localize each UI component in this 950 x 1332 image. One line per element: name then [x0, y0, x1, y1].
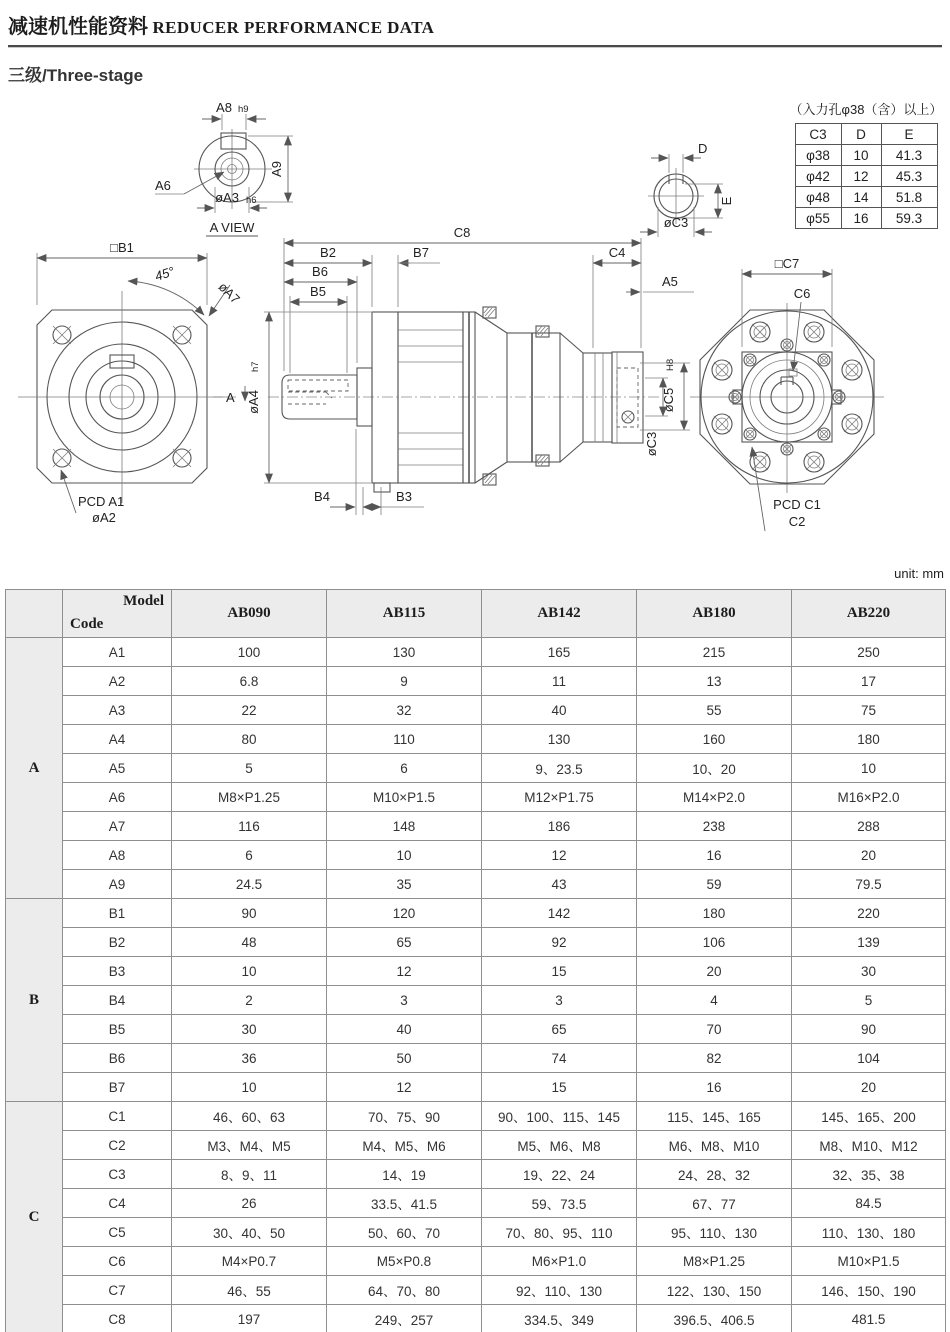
dim-label-c8: C8 [453, 225, 471, 240]
mini-cell: 10 [841, 145, 881, 166]
value-cell: M4×P0.7 [172, 1247, 327, 1276]
value-cell: 20 [792, 1073, 946, 1102]
page-title [8, 10, 942, 39]
value-cell: 80 [172, 725, 327, 754]
dim-label-a3: øA3 [215, 190, 239, 205]
value-cell: 90、100、115、145 [482, 1102, 637, 1131]
code-cell: C2 [63, 1131, 172, 1160]
table-row-c1 [6, 1102, 946, 1131]
table-row-a1 [6, 638, 946, 667]
input-bore-section [640, 141, 734, 237]
dim-label-pcd-a1: PCD A1 [78, 494, 125, 509]
mini-cell: 45.3 [881, 166, 937, 187]
value-cell: 70、80、95、110 [482, 1218, 637, 1247]
code-cell: B2 [63, 928, 172, 957]
value-cell: 160 [637, 725, 792, 754]
model-code-corner-cell [63, 590, 172, 638]
value-cell: M3、M4、M5 [172, 1131, 327, 1160]
dim-label-c4: C4 [608, 245, 626, 260]
table-row-a7 [6, 812, 946, 841]
value-cell: 396.5、406.5 [637, 1305, 792, 1332]
value-cell: 110、130、180 [792, 1218, 946, 1247]
section-label-a: A [226, 390, 235, 405]
table-row-c5 [6, 1218, 946, 1247]
value-cell: 122、130、150 [637, 1276, 792, 1305]
value-cell: 215 [637, 638, 792, 667]
dim-label-c7: □C7 [774, 256, 800, 271]
mini-table-row [795, 187, 937, 208]
value-cell: 15 [482, 1073, 637, 1102]
value-cell: M6×P1.0 [482, 1247, 637, 1276]
table-row-c7 [6, 1276, 946, 1305]
model-header-ab142: AB142 [482, 590, 637, 638]
value-cell: 130 [327, 638, 482, 667]
value-cell: 92 [482, 928, 637, 957]
model-header-ab090: AB090 [172, 590, 327, 638]
front-view [18, 240, 245, 525]
value-cell: 84.5 [792, 1189, 946, 1218]
table-row-a9 [6, 870, 946, 899]
code-cell: A2 [63, 667, 172, 696]
input-housing [583, 353, 612, 442]
code-cell: C8 [63, 1305, 172, 1332]
stage-subtitle: 三级/Three-stage [8, 66, 144, 85]
mini-cell: φ38 [795, 145, 841, 166]
value-cell: 8、9、11 [172, 1160, 327, 1189]
value-cell: 70 [637, 1015, 792, 1044]
dimension-table-body [6, 638, 946, 1332]
value-cell: 2 [172, 986, 327, 1015]
value-cell: M5×P0.8 [327, 1247, 482, 1276]
value-cell: 6 [327, 754, 482, 783]
value-cell: 142 [482, 899, 637, 928]
value-cell: 40 [327, 1015, 482, 1044]
value-cell: 100 [172, 638, 327, 667]
value-cell: M8×P1.25 [637, 1247, 792, 1276]
dim-label-b6: B6 [312, 264, 328, 279]
table-row-b7 [6, 1073, 946, 1102]
value-cell: 74 [482, 1044, 637, 1073]
value-cell: 75 [792, 696, 946, 725]
dim-label-side-c3: øC3 [644, 431, 659, 457]
value-cell: 59 [637, 870, 792, 899]
table-row-a4 [6, 725, 946, 754]
value-cell: 12 [327, 957, 482, 986]
value-cell: 65 [327, 928, 482, 957]
value-cell: 33.5、41.5 [327, 1189, 482, 1218]
input-bore-table-caption: （入力孔φ38（含）以上） [789, 102, 943, 117]
dim-label-a6: A6 [155, 178, 171, 193]
value-cell: 4 [637, 986, 792, 1015]
table-row-a2 [6, 667, 946, 696]
dim-label-b3: B3 [396, 489, 412, 504]
corner-code-label: Code [70, 616, 104, 632]
value-cell: 139 [792, 928, 946, 957]
value-cell: M8×P1.25 [172, 783, 327, 812]
value-cell: 9 [327, 667, 482, 696]
value-cell: 36 [172, 1044, 327, 1073]
value-cell: 481.5 [792, 1305, 946, 1332]
dim-label-a2: øA2 [92, 510, 116, 525]
value-cell: 20 [637, 957, 792, 986]
dim-label-e: E [719, 196, 734, 206]
value-cell: 46、55 [172, 1276, 327, 1305]
value-cell: 145、165、200 [792, 1102, 946, 1131]
value-cell: 92、110、130 [482, 1276, 637, 1305]
value-cell: M8、M10、M12 [792, 1131, 946, 1160]
dim-label-c6: C6 [793, 286, 811, 301]
code-cell: C1 [63, 1102, 172, 1131]
value-cell: M16×P2.0 [792, 783, 946, 812]
value-cell: 3 [327, 986, 482, 1015]
value-cell: 148 [327, 812, 482, 841]
table-row-b2 [6, 928, 946, 957]
value-cell: 26 [172, 1189, 327, 1218]
a-view-caption: A VIEW [209, 220, 255, 235]
group-header-cell [6, 590, 63, 638]
table-header-row [6, 590, 946, 638]
table-row-a6 [6, 783, 946, 812]
table-row-c4 [6, 1189, 946, 1218]
model-header-ab180: AB180 [637, 590, 792, 638]
dim-tol-c5: H8 [665, 358, 676, 371]
value-cell: 30、40、50 [172, 1218, 327, 1247]
mini-cell: φ48 [795, 187, 841, 208]
value-cell: 32、35、38 [792, 1160, 946, 1189]
value-cell: 43 [482, 870, 637, 899]
value-cell: 15 [482, 957, 637, 986]
code-cell: B1 [63, 899, 172, 928]
value-cell: 115、145、165 [637, 1102, 792, 1131]
code-cell: A9 [63, 870, 172, 899]
value-cell: 59、73.5 [482, 1189, 637, 1218]
page-header [0, 0, 950, 86]
table-row-b5 [6, 1015, 946, 1044]
value-cell: 6 [172, 841, 327, 870]
table-row-b1 [6, 899, 946, 928]
mini-cell: φ55 [795, 208, 841, 229]
value-cell: 146、150、190 [792, 1276, 946, 1305]
mini-header-d: D [841, 124, 881, 145]
model-header-ab115: AB115 [327, 590, 482, 638]
value-cell: 6.8 [172, 667, 327, 696]
value-cell: 55 [637, 696, 792, 725]
code-cell: C7 [63, 1276, 172, 1305]
value-cell: 250 [792, 638, 946, 667]
value-cell: 24、28、32 [637, 1160, 792, 1189]
side-view [246, 225, 694, 515]
value-cell: 19、22、24 [482, 1160, 637, 1189]
dim-tol-a3: h6 [246, 195, 257, 206]
title-divider [8, 45, 942, 48]
value-cell: 288 [792, 812, 946, 841]
mini-header-e: E [881, 124, 937, 145]
mounting-flange [372, 312, 398, 483]
value-cell: 79.5 [792, 870, 946, 899]
gear-housing [398, 312, 463, 483]
value-cell: 16 [637, 841, 792, 870]
value-cell: 5 [792, 986, 946, 1015]
mini-cell: 16 [841, 208, 881, 229]
group-label-c: C [6, 1102, 63, 1332]
mini-cell: 41.3 [881, 145, 937, 166]
code-cell: C3 [63, 1160, 172, 1189]
dim-label-a4: øA4 [246, 390, 261, 414]
value-cell: 35 [327, 870, 482, 899]
value-cell: 165 [482, 638, 637, 667]
mini-table-row [795, 145, 937, 166]
code-cell: A6 [63, 783, 172, 812]
title-chinese: 减速机性能资料 [8, 16, 148, 38]
table-row-a5 [6, 754, 946, 783]
value-cell: 180 [637, 899, 792, 928]
code-cell: A7 [63, 812, 172, 841]
group-label-a: A [6, 638, 63, 899]
table-row-c8 [6, 1305, 946, 1332]
dim-label-45deg: 45° [152, 263, 177, 284]
code-cell: C6 [63, 1247, 172, 1276]
table-row-c2 [6, 1131, 946, 1160]
mini-cell: 51.8 [881, 187, 937, 208]
dim-tol-a8: h9 [238, 104, 249, 115]
dim-label-a5: A5 [662, 274, 678, 289]
value-cell: 5 [172, 754, 327, 783]
code-cell: A8 [63, 841, 172, 870]
dim-label-b2: B2 [320, 245, 336, 260]
value-cell: 95、110、130 [637, 1218, 792, 1247]
table-row-b4 [6, 986, 946, 1015]
value-cell: 186 [482, 812, 637, 841]
value-cell: 220 [792, 899, 946, 928]
value-cell: 32 [327, 696, 482, 725]
input-bore-table [788, 99, 944, 229]
value-cell: 70、75、90 [327, 1102, 482, 1131]
dim-label-b7: B7 [413, 245, 429, 260]
value-cell: 12 [327, 1073, 482, 1102]
value-cell: M5、M6、M8 [482, 1131, 637, 1160]
rear-view [690, 256, 884, 531]
value-cell: 90 [792, 1015, 946, 1044]
code-cell: A1 [63, 638, 172, 667]
group-label-b: B [6, 899, 63, 1102]
value-cell: 22 [172, 696, 327, 725]
value-cell: 10 [792, 754, 946, 783]
dim-label-b1: □B1 [110, 240, 134, 255]
value-cell: 9、23.5 [482, 754, 637, 783]
value-cell: 50 [327, 1044, 482, 1073]
value-cell: 116 [172, 812, 327, 841]
value-cell: M12×P1.75 [482, 783, 637, 812]
code-cell: A5 [63, 754, 172, 783]
code-cell: B3 [63, 957, 172, 986]
dim-label-a7: øA7 [215, 279, 243, 307]
value-cell: 10、20 [637, 754, 792, 783]
value-cell: 238 [637, 812, 792, 841]
dim-label-section-c3: øC3 [663, 215, 689, 230]
value-cell: 110 [327, 725, 482, 754]
value-cell: 82 [637, 1044, 792, 1073]
value-cell: 17 [792, 667, 946, 696]
value-cell: 10 [327, 841, 482, 870]
value-cell: 30 [792, 957, 946, 986]
code-cell: B6 [63, 1044, 172, 1073]
dim-label-c2: C2 [788, 514, 806, 529]
model-header-ab220: AB220 [792, 590, 946, 638]
value-cell: 14、19 [327, 1160, 482, 1189]
a-view-detail [155, 100, 293, 236]
value-cell: 64、70、80 [327, 1276, 482, 1305]
value-cell: 10 [172, 957, 327, 986]
table-row-c3 [6, 1160, 946, 1189]
value-cell: 20 [792, 841, 946, 870]
dim-label-pcd-c1: PCD C1 [773, 497, 821, 512]
value-cell: 24.5 [172, 870, 327, 899]
corner-model-label: Model [123, 593, 164, 609]
value-cell: M6、M8、M10 [637, 1131, 792, 1160]
mini-cell: 59.3 [881, 208, 937, 229]
dim-label-d: D [698, 141, 708, 156]
code-cell: A4 [63, 725, 172, 754]
mini-header-c3: C3 [795, 124, 841, 145]
value-cell: M4、M5、M6 [327, 1131, 482, 1160]
value-cell: 334.5、349 [482, 1305, 637, 1332]
unit-label: unit: mm [894, 566, 944, 581]
value-cell: 104 [792, 1044, 946, 1073]
mini-table-row [795, 166, 937, 187]
code-cell: B7 [63, 1073, 172, 1102]
dimension-table [5, 589, 946, 1332]
table-row-a3 [6, 696, 946, 725]
value-cell: 46、60、63 [172, 1102, 327, 1131]
value-cell: 30 [172, 1015, 327, 1044]
value-cell: M10×P1.5 [327, 783, 482, 812]
value-cell: 65 [482, 1015, 637, 1044]
dim-label-b4: B4 [314, 489, 330, 504]
code-cell: C4 [63, 1189, 172, 1218]
value-cell: 120 [327, 899, 482, 928]
dim-label-a8: A8 [216, 100, 232, 115]
value-cell: 40 [482, 696, 637, 725]
value-cell: M10×P1.5 [792, 1247, 946, 1276]
table-row-b3 [6, 957, 946, 986]
value-cell: 13 [637, 667, 792, 696]
table-row-b6 [6, 1044, 946, 1073]
code-cell: B5 [63, 1015, 172, 1044]
value-cell: 249、257 [327, 1305, 482, 1332]
value-cell: 130 [482, 725, 637, 754]
value-cell: 67、77 [637, 1189, 792, 1218]
value-cell: 50、60、70 [327, 1218, 482, 1247]
value-cell: 10 [172, 1073, 327, 1102]
value-cell: 90 [172, 899, 327, 928]
value-cell: 197 [172, 1305, 327, 1332]
dim-label-a9: A9 [269, 161, 284, 177]
mini-cell: 12 [841, 166, 881, 187]
dim-tol-a4: h7 [250, 361, 261, 372]
mini-cell: 14 [841, 187, 881, 208]
value-cell: M14×P2.0 [637, 783, 792, 812]
value-cell: 11 [482, 667, 637, 696]
value-cell: 48 [172, 928, 327, 957]
table-row-a8 [6, 841, 946, 870]
technical-drawing [0, 95, 950, 565]
value-cell: 180 [792, 725, 946, 754]
mini-table-row [795, 208, 937, 229]
value-cell: 16 [637, 1073, 792, 1102]
code-cell: B4 [63, 986, 172, 1015]
code-cell: A3 [63, 696, 172, 725]
mini-cell: φ42 [795, 166, 841, 187]
value-cell: 3 [482, 986, 637, 1015]
dim-label-c5: øC5 [661, 387, 676, 413]
value-cell: 106 [637, 928, 792, 957]
table-row-c6 [6, 1247, 946, 1276]
title-english: REDUCER PERFORMANCE DATA [152, 18, 435, 37]
value-cell: 12 [482, 841, 637, 870]
dim-label-b5: B5 [310, 284, 326, 299]
code-cell: C5 [63, 1218, 172, 1247]
